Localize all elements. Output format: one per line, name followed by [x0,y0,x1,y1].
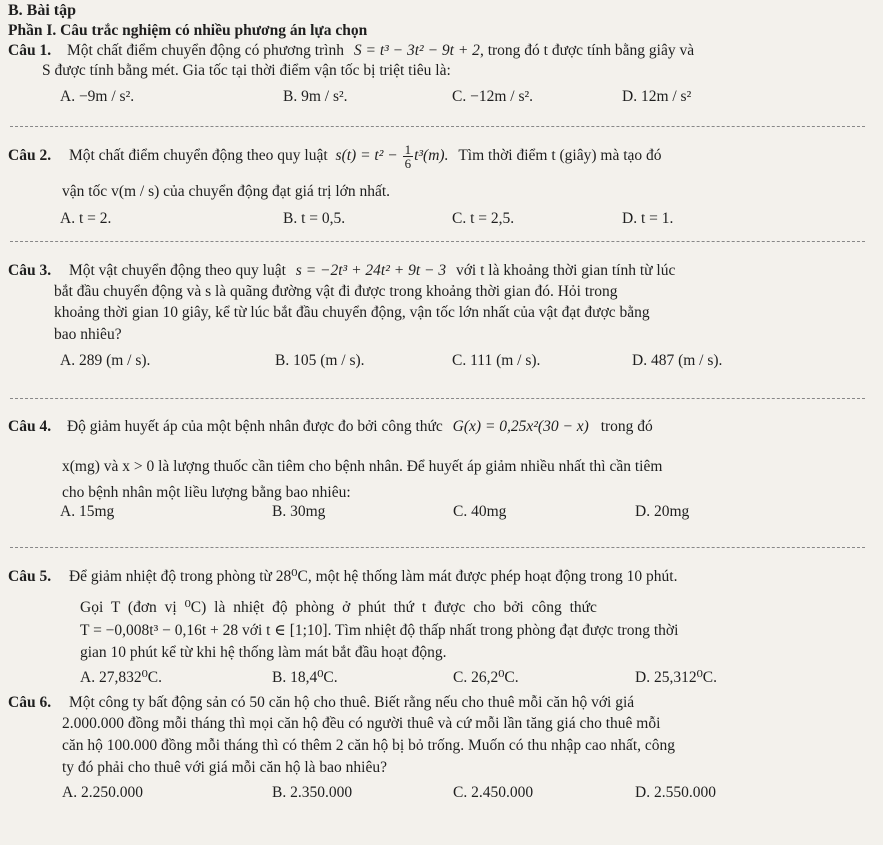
option-d[interactable]: D. t = 1. [622,210,674,227]
option-b[interactable]: B. 2.350.000 [272,784,353,801]
formula: t³(m). [414,147,449,165]
option-a[interactable]: A. 2.250.000 [62,784,143,801]
option-a[interactable]: A. t = 2. [60,210,112,227]
option-c[interactable]: C. −12m / s². [452,88,533,105]
question-text: S được tính bằng mét. Gia tốc tại thời điểm vận tốc bị triệt tiêu là: [42,62,451,79]
question-text: bắt đầu chuyển động và s là quãng đường vật đi được trong khoảng thời gian đó. Hỏi trong [54,283,618,300]
option-b[interactable]: B. 30mg [272,503,326,520]
question-text: T = −0,008t³ − 0,16t + 28 với t ∈ [1;10]. Tìm nhiệt độ thấp nhất trong phòng đạt được trong thời [80,622,679,639]
part-heading: Phần I. Câu trắc nghiệm có nhiều phương án lựa chọn [8,22,368,39]
divider [10,241,865,242]
question-label: Câu 5. [8,568,52,585]
question-text: Một chất điểm chuyển động có phương trình [66,42,344,59]
option-b[interactable]: B. 105 (m / s). [275,352,365,369]
question-label: Câu 3. [8,262,52,279]
option-b[interactable]: B. 18,4⁰C. [272,669,338,686]
question-text: Để giảm nhiệt độ trong phòng từ 28⁰C, một hệ thống làm mát được phép hoạt động trong 10 phút. [68,568,678,585]
option-c[interactable]: C. 26,2⁰C. [453,669,519,686]
question-text: trong đó [600,418,653,435]
question-text: Tìm thời điểm t (giây) mà tạo đó [458,147,662,165]
question-label: Câu 6. [8,694,52,711]
question-text: vận tốc v(m / s) của chuyển động đạt giá trị lớn nhất. [62,183,391,200]
option-a[interactable]: A. 289 (m / s). [60,352,151,369]
question-text: căn hộ 100.000 đồng mỗi tháng thì có thêm 2 căn hộ bị bỏ trống. Muốn có thu nhập cao nhất, công [62,737,675,754]
question-label: Câu 1. [8,42,52,59]
question-text: , trong đó t được tính bằng giây và [479,42,695,59]
option-c[interactable]: C. 40mg [453,503,507,520]
formula: s = −2t³ + 24t² + 9t − 3 [295,262,447,279]
option-d[interactable]: D. 2.550.000 [635,784,716,801]
question-text: Một chất điểm chuyển động theo quy luật [68,147,328,165]
option-b[interactable]: B. t = 0,5. [283,210,346,227]
question-text: với t là khoảng thời gian tính từ lúc [455,262,676,279]
option-d[interactable]: D. 25,312⁰C. [635,669,717,686]
question-text: 2.000.000 đồng mỗi tháng thì mọi căn hộ đều có người thuê và cứ mỗi lần tăng giá cho thuê mỗi [62,715,661,732]
fraction: $\frac{1}{6}$ [404,142,412,171]
section-heading: B. Bài tập [8,2,77,19]
question-label: Câu 4. [8,418,52,435]
formula: S = t³ − 3t² − 9t + 2 [353,42,480,59]
divider [10,398,865,399]
question-text: bao nhiêu? [54,326,122,343]
option-a[interactable]: A. 15mg [60,503,115,520]
divider [10,126,865,127]
formula: G(x) = 0,25x²(30 − x) [452,418,589,435]
option-b[interactable]: B. 9m / s². [283,88,348,105]
question-label: Câu 2. [8,147,52,165]
question-text: Độ giảm huyết áp của một bệnh nhân được đo bởi công thức [66,418,443,435]
question-text: Một vật chuyển động theo quy luật [68,262,286,279]
question-text: khoảng thời gian 10 giây, kể từ lúc bắt đầu chuyển động, vận tốc lớn nhất của vật đạt được bằng [54,304,650,321]
question-text: Gọi T (đơn vị ⁰C) là nhiệt độ phòng ở phút thứ t được cho bởi công thức [80,599,597,616]
option-d[interactable]: D. 20mg [635,503,690,520]
option-a[interactable]: A. 27,832⁰C. [80,669,162,686]
question-text: x(mg) và x > 0 là lượng thuốc cần tiêm cho bệnh nhân. Để huyết áp giảm nhiều nhất thì cần tiêm [62,458,663,475]
question-text: gian 10 phút kể từ khi hệ thống làm mát bắt đầu hoạt động. [80,644,447,661]
option-d[interactable]: D. 487 (m / s). [632,352,723,369]
divider [10,547,865,548]
option-a[interactable]: A. −9m / s². [60,88,135,105]
option-d[interactable]: D. 12m / s² [622,88,692,105]
option-c[interactable]: C. 2.450.000 [453,784,534,801]
option-c[interactable]: C. 111 (m / s). [452,352,541,369]
question-text: cho bệnh nhân một liều lượng bằng bao nhiêu: [62,484,351,501]
question-text: Một công ty bất động sản có 50 căn hộ cho thuê. Biết rằng nếu cho thuê mỗi căn hộ với giá [68,694,635,711]
formula: s(t) = t² − [335,147,398,165]
option-c[interactable]: C. t = 2,5. [452,210,515,227]
question-text: ty đó phải cho thuê với giá mỗi căn hộ là bao nhiêu? [62,759,388,776]
